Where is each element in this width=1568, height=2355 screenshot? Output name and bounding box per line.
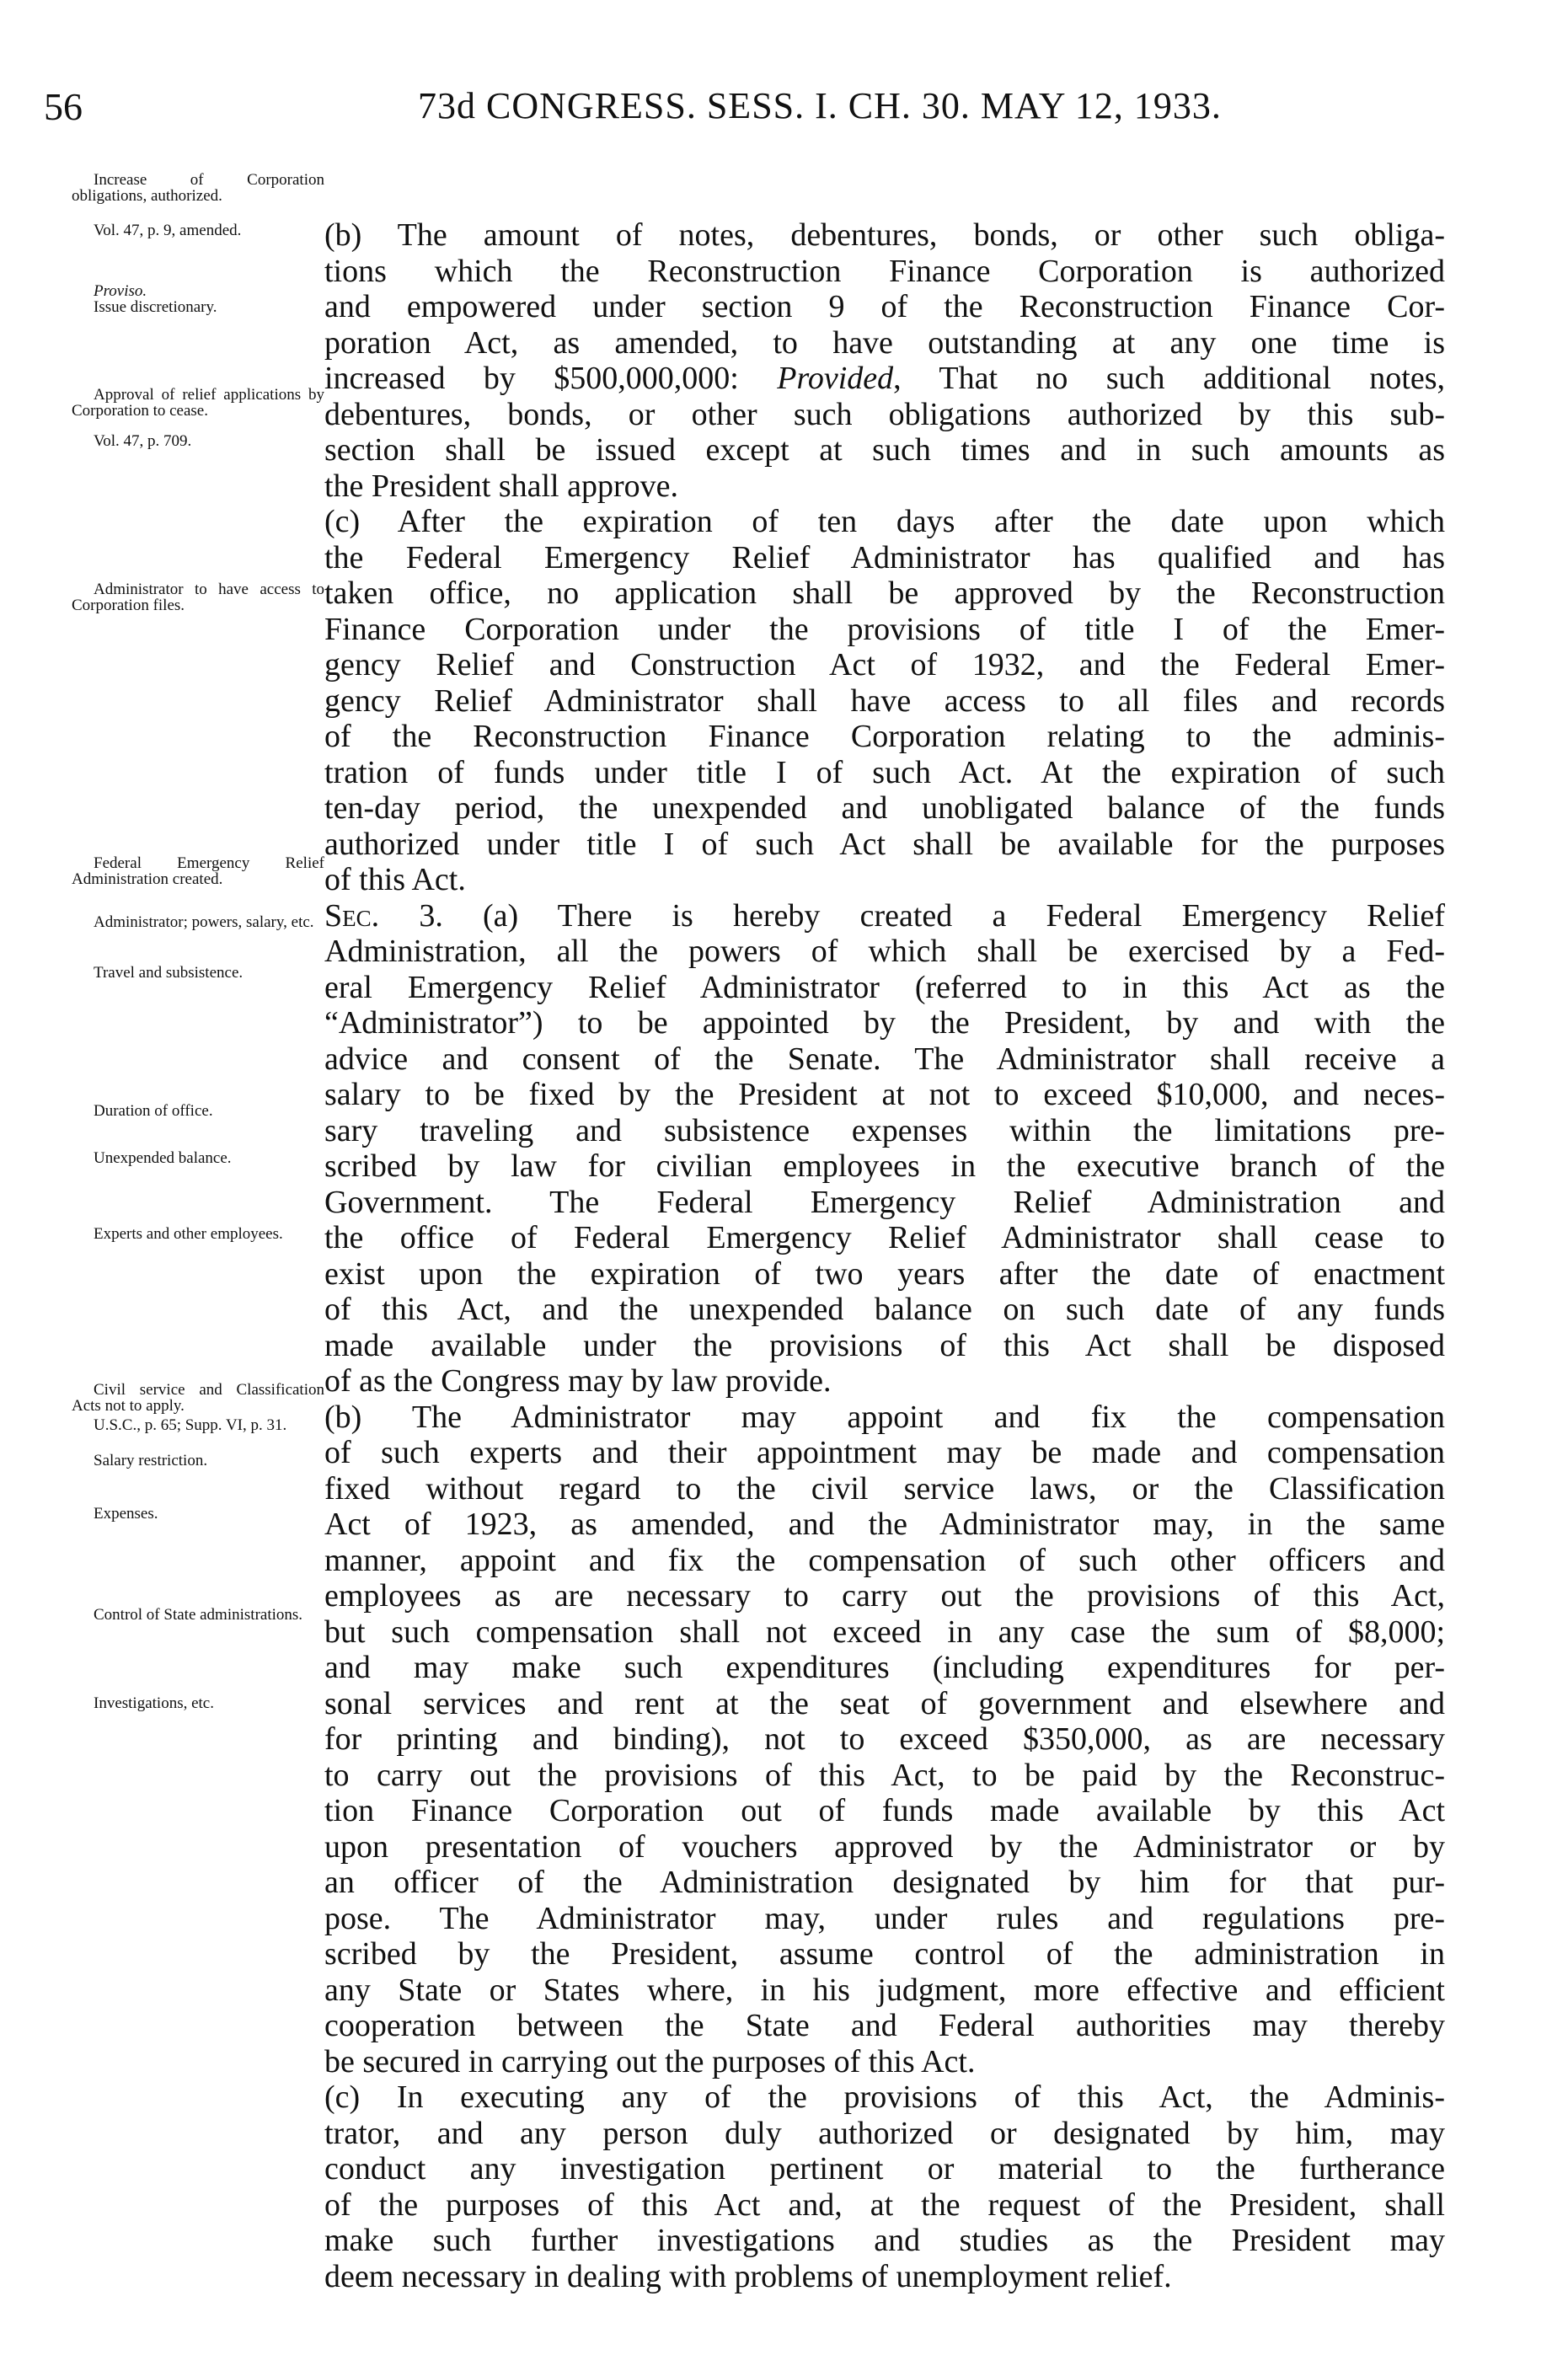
text-line: to carry out the provisions of this Act, to be paid by the Reconstruc-	[324, 1757, 1445, 1793]
text-line: scribed by law for civilian employees in the executive branch of the	[324, 1148, 1445, 1184]
text-line: sary traveling and subsistence expenses within the limitations pre-	[324, 1112, 1445, 1148]
text-line: scribed by the President, assume control of the administration in	[324, 1936, 1445, 1972]
text-line: trator, and any person duly authorized or designated by him, may	[324, 2115, 1445, 2151]
text-line: (b) The amount of notes, debentures, bonds, or other such obliga-	[324, 217, 1445, 253]
margin-note: Administrator to have access to Corporation files.	[72, 581, 324, 614]
text-line: cooperation between the State and Federal authorities may thereby	[324, 2008, 1445, 2043]
text-line: section shall be issued except at such times and in such amounts as	[324, 432, 1445, 468]
text-line: employees as are necessary to carry out the provisions of this Act,	[324, 1578, 1445, 1614]
margin-note: Proviso.	[94, 282, 147, 300]
text-line: poration Act, as amended, to have outstanding at any one time is	[324, 324, 1445, 361]
text-line: made available under the provisions of this Act shall be disposed	[324, 1327, 1445, 1363]
text-line: Administration, all the powers of which shall be exercised by a Fed-	[324, 934, 1445, 969]
margin-note: Unexpended balance.	[94, 1149, 232, 1167]
text-line: Finance Corporation under the provisions of title I of the Emer-	[324, 611, 1445, 647]
text-line: Government. The Federal Emergency Relief Administration and	[324, 1184, 1445, 1220]
text-line: tion Finance Corporation out of funds made available by this Act	[324, 1793, 1445, 1828]
text-line: but such compensation shall not exceed in any case the sum of $8,000;	[324, 1614, 1445, 1650]
margin-note: Experts and other employees.	[94, 1225, 283, 1243]
text-segment: , That no such additional notes,	[893, 361, 1445, 396]
text-segment: . 3. (a) There is hereby created a Federal Emergency Relief	[371, 897, 1445, 934]
margin-note: Issue discretionary.	[94, 298, 217, 316]
text-line: fixed without regard to the civil service laws, or the Classification	[324, 1470, 1445, 1507]
margin-note: U.S.C., p. 65; Supp. VI, p. 31.	[94, 1416, 287, 1434]
text-line: salary to be fixed by the President at not to exceed $10,000, and neces-	[324, 1077, 1445, 1112]
margin-note: Expenses.	[94, 1505, 158, 1523]
text-line: authorized under title I of such Act shall be available for the purposes	[324, 826, 1445, 862]
section-label: Sec	[324, 897, 372, 934]
text-line: tration of funds under title I of such Act. At the expiration of such	[324, 754, 1445, 790]
text-line: of the purposes of this Act and, at the request of the President, shall	[324, 2186, 1445, 2223]
statute-text	[324, 217, 1445, 2294]
margin-note: Duration of office.	[94, 1102, 213, 1120]
text-line: deem necessary in dealing with problems of unemployment relief.	[324, 2258, 1172, 2294]
text-line: and may make such expenditures (including expenditures for per-	[324, 1650, 1445, 1685]
text-line: gency Relief Administrator shall have access to all files and records	[324, 682, 1445, 719]
page-number: 56	[44, 85, 83, 128]
text-line: manner, appoint and fix the compensation of such other officers and	[324, 1542, 1445, 1578]
margin-note: Civil service and Classification Acts not to apply.	[72, 1381, 324, 1415]
text-line: any State or States where, in his judgment, more effective and efficient	[324, 1972, 1445, 2008]
text-line: “Administrator”) to be appointed by the President, by and with the	[324, 1005, 1445, 1041]
text-line	[324, 898, 1445, 934]
text-line: taken office, no application shall be approved by the Reconstruction	[324, 575, 1445, 611]
margin-note: Control of State administrations.	[94, 1606, 303, 1624]
text-segment: Provided	[777, 361, 894, 396]
text-line: the Federal Emergency Relief Administrator has qualified and has	[324, 539, 1445, 575]
margin-note: Travel and subsistence.	[94, 964, 243, 982]
text-line: be secured in carrying out the purposes of this Act.	[324, 2043, 976, 2079]
text-line: of this Act.	[324, 862, 466, 897]
margin-note: Administrator; powers, salary, etc.	[94, 913, 314, 931]
text-line: advice and consent of the Senate. The Administrator shall receive a	[324, 1041, 1445, 1077]
text-line: upon presentation of vouchers approved by the Administrator or by	[324, 1828, 1445, 1865]
text-line: tions which the Reconstruction Finance Corporation is authorized	[324, 253, 1445, 289]
text-line	[324, 361, 1445, 397]
text-line: eral Emergency Relief Administrator (referred to in this Act as the	[324, 969, 1445, 1005]
text-line: gency Relief and Construction Act of 1932, and the Federal Emer-	[324, 647, 1445, 682]
text-line: the President shall approve.	[324, 468, 679, 504]
text-line: of this Act, and the unexpended balance on such date of any funds	[324, 1292, 1445, 1327]
text-line: for printing and binding), not to exceed $350,000, as are necessary	[324, 1721, 1445, 1757]
text-line: of as the Congress may by law provide.	[324, 1363, 832, 1399]
text-line: (c) After the expiration of ten days after the date upon which	[324, 504, 1445, 539]
text-line: exist upon the expiration of two years after the date of enactment	[324, 1255, 1445, 1292]
text-line: an officer of the Administration designated by him for that pur-	[324, 1865, 1445, 1900]
text-line: (c) In executing any of the provisions of this Act, the Adminis-	[324, 2079, 1445, 2115]
running-head: 73d CONGRESS. SESS. I. CH. 30. MAY 12, 1933.	[418, 85, 1222, 126]
margin-note: Approval of relief applications by Corporation to cease.	[72, 386, 324, 420]
text-line: of the Reconstruction Finance Corporation relating to the adminis-	[324, 719, 1445, 754]
margin-note: Federal Emergency Relief Administration created.	[72, 854, 324, 888]
text-line: and empowered under section 9 of the Reconstruction Finance Cor-	[324, 289, 1445, 324]
margin-note: Investigations, etc.	[94, 1694, 214, 1712]
margin-note: Salary restriction.	[94, 1452, 208, 1469]
text-line: conduct any investigation pertinent or material to the furtherance	[324, 2151, 1445, 2186]
text-line: of such experts and their appointment may be made and compensation	[324, 1435, 1445, 1470]
text-line: make such further investigations and studies as the President may	[324, 2223, 1445, 2258]
text-line: Act of 1923, as amended, and the Administrator may, in the same	[324, 1507, 1445, 1542]
margin-note: Vol. 47, p. 9, amended.	[94, 222, 242, 239]
margin-note: Increase of Corporation obligations, authorized.	[72, 171, 324, 205]
text-line: debentures, bonds, or other such obligations authorized by this sub-	[324, 396, 1445, 432]
text-segment: increased by $500,000,000:	[324, 361, 778, 396]
margin-note: Vol. 47, p. 709.	[94, 432, 192, 450]
text-line: ten-day period, the unexpended and unobligated balance of the funds	[324, 790, 1445, 826]
text-line: the office of Federal Emergency Relief Administrator shall cease to	[324, 1220, 1445, 1255]
text-line: pose. The Administrator may, under rules and regulations pre-	[324, 1900, 1445, 1936]
text-line: (b) The Administrator may appoint and fix the compensation	[324, 1399, 1445, 1435]
text-line: sonal services and rent at the seat of government and elsewhere and	[324, 1685, 1445, 1721]
